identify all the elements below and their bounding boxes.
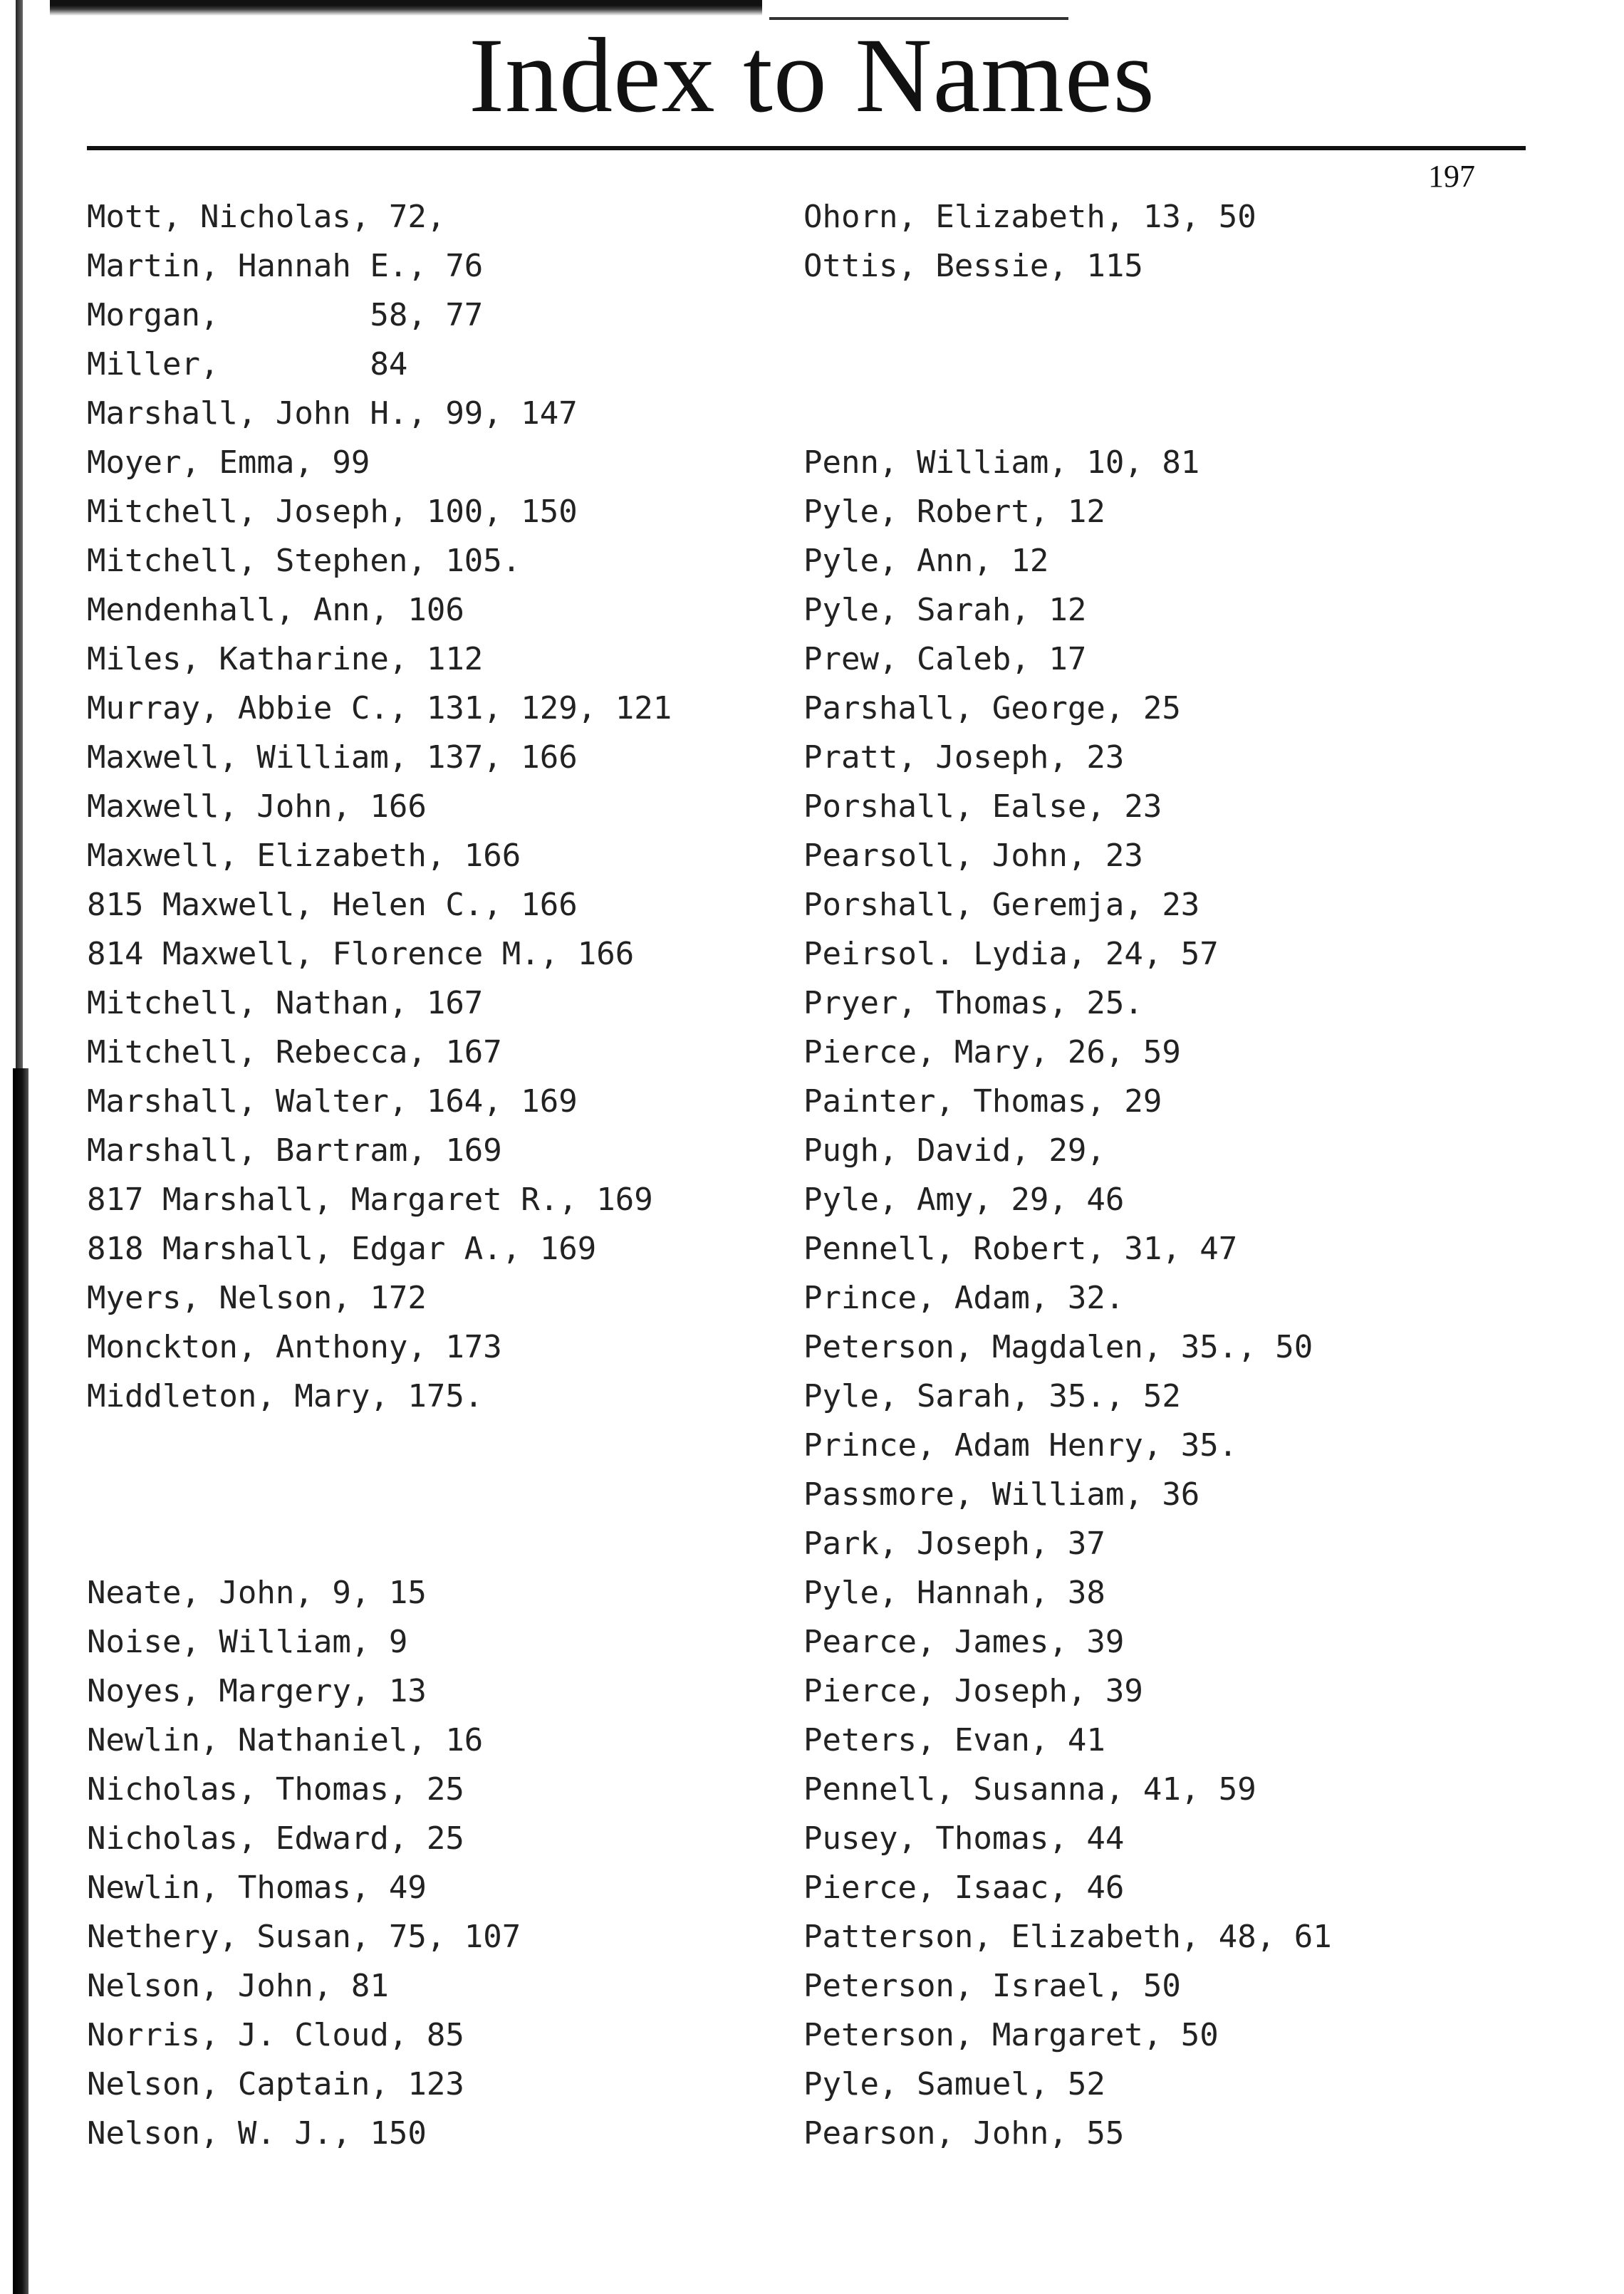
index-entry: Norris, J. Cloud, 85: [87, 2017, 464, 2053]
index-entry: Pierce, Joseph, 39: [803, 1673, 1143, 1709]
index-entry: Pugh, David, 29,: [803, 1132, 1105, 1169]
index-entry: Nelson, W. J., 150: [87, 2115, 427, 2152]
scan-edge-left-lower: [13, 1068, 28, 2294]
index-entry: Porshall, Ealse, 23: [803, 788, 1162, 825]
right-column-index: [803, 192, 1332, 2158]
index-entry: Mitchell, Joseph, 100, 150: [87, 494, 578, 530]
index-entry: Pearson, John, 55: [803, 2115, 1125, 2152]
index-entry: Noyes, Margery, 13: [87, 1673, 427, 1709]
index-entry: Pyle, Sarah, 35., 52: [803, 1378, 1181, 1414]
index-entry: Miles, Katharine, 112: [87, 641, 484, 677]
index-entry: Nelson, John, 81: [87, 1968, 389, 2004]
index-entry: Prince, Adam, 32.: [803, 1280, 1125, 1316]
index-entry: Penn, William, 10, 81: [803, 444, 1200, 481]
index-entry: Maxwell, John, 166: [87, 788, 427, 825]
index-entry: Martin, Hannah E., 76: [87, 248, 484, 284]
index-entry: Patterson, Elizabeth, 48, 61: [803, 1919, 1332, 1955]
index-entry: Murray, Abbie C., 131, 129, 121: [87, 690, 672, 726]
index-entry: Mitchell, Rebecca, 167: [87, 1034, 502, 1070]
title-rule: [87, 146, 1526, 150]
index-entry: Nicholas, Edward, 25: [87, 1820, 464, 1857]
index-entry: Ottis, Bessie, 115: [803, 248, 1143, 284]
index-entry: Moyer, Emma, 99: [87, 444, 370, 481]
blank-line: [803, 340, 1332, 389]
index-entry: Passmore, William, 36: [803, 1476, 1200, 1513]
index-entry: Pratt, Joseph, 23: [803, 739, 1125, 776]
index-entry: Middleton, Mary, 175.: [87, 1378, 484, 1414]
index-entry: Mendenhall, Ann, 106: [87, 592, 464, 628]
index-entry: Pyle, Ann, 12: [803, 543, 1049, 579]
index-entry: Porshall, Geremja, 23: [803, 887, 1200, 923]
index-entry: Painter, Thomas, 29: [803, 1083, 1162, 1120]
index-entry: Maxwell, William, 137, 166: [87, 739, 578, 776]
index-entry: Pyle, Samuel, 52: [803, 2066, 1105, 2102]
scan-edge-top: [50, 0, 762, 16]
index-entry: 815 Maxwell, Helen C., 166: [87, 887, 578, 923]
index-entry: Marshall, Bartram, 169: [87, 1132, 502, 1169]
index-entry: Marshall, John H., 99, 147: [87, 395, 578, 432]
index-entry: Pyle, Robert, 12: [803, 494, 1105, 530]
index-entry: Peterson, Israel, 50: [803, 1968, 1181, 2004]
index-entry: Prince, Adam Henry, 35.: [803, 1427, 1238, 1464]
index-entry: Pennell, Robert, 31, 47: [803, 1231, 1238, 1267]
index-entry: 814 Maxwell, Florence M., 166: [87, 936, 635, 972]
index-entry: Neate, John, 9, 15: [87, 1575, 427, 1611]
index-entry: Monckton, Anthony, 173: [87, 1329, 502, 1365]
index-entry: Miller, 84: [87, 346, 408, 382]
left-column-index: [87, 192, 672, 2158]
blank-line: [803, 291, 1332, 340]
index-entry: Ohorn, Elizabeth, 13, 50: [803, 199, 1256, 235]
index-entry: Pearsoll, John, 23: [803, 838, 1143, 874]
index-entry: Newlin, Thomas, 49: [87, 1870, 427, 1906]
index-entry: Mitchell, Stephen, 105.: [87, 543, 521, 579]
index-entry: Newlin, Nathaniel, 16: [87, 1722, 484, 1758]
index-entry: Prew, Caleb, 17: [803, 641, 1087, 677]
page-number: 197: [1428, 159, 1475, 194]
index-entry: Peterson, Margaret, 50: [803, 2017, 1219, 2053]
index-entry: 818 Marshall, Edgar A., 169: [87, 1231, 597, 1267]
index-entry: Pyle, Hannah, 38: [803, 1575, 1105, 1611]
index-entry: Nelson, Captain, 123: [87, 2066, 464, 2102]
index-entry: Pennell, Susanna, 41, 59: [803, 1771, 1256, 1808]
index-entry: Nethery, Susan, 75, 107: [87, 1919, 521, 1955]
index-entry: Noise, William, 9: [87, 1624, 408, 1660]
blank-line: [87, 1519, 672, 1568]
page-title: Index to Names: [469, 16, 1155, 135]
index-entry: Myers, Nelson, 172: [87, 1280, 427, 1316]
index-entry: Pyle, Amy, 29, 46: [803, 1182, 1125, 1218]
index-entry: Parshall, George, 25: [803, 690, 1181, 726]
index-entry: Peters, Evan, 41: [803, 1722, 1105, 1758]
index-entry: 817 Marshall, Margaret R., 169: [87, 1182, 653, 1218]
index-entry: Maxwell, Elizabeth, 166: [87, 838, 521, 874]
index-entry: Nicholas, Thomas, 25: [87, 1771, 464, 1808]
index-entry: Pyle, Sarah, 12: [803, 592, 1087, 628]
blank-line: [87, 1421, 672, 1470]
index-entry: Mitchell, Nathan, 167: [87, 985, 484, 1021]
index-entry: Peirsol. Lydia, 24, 57: [803, 936, 1219, 972]
index-entry: Mott, Nicholas, 72,: [87, 199, 446, 235]
index-entry: Pierce, Mary, 26, 59: [803, 1034, 1181, 1070]
index-entry: Pusey, Thomas, 44: [803, 1820, 1125, 1857]
scan-edge-left-upper: [16, 0, 23, 1068]
index-entry: Pryer, Thomas, 25.: [803, 985, 1143, 1021]
index-entry: Morgan, 58, 77: [87, 297, 484, 333]
blank-line: [803, 389, 1332, 438]
index-entry: Park, Joseph, 37: [803, 1526, 1105, 1562]
index-entry: Peterson, Magdalen, 35., 50: [803, 1329, 1313, 1365]
index-entry: Pierce, Isaac, 46: [803, 1870, 1125, 1906]
index-entry: Marshall, Walter, 164, 169: [87, 1083, 578, 1120]
index-entry: Pearce, James, 39: [803, 1624, 1125, 1660]
blank-line: [87, 1470, 672, 1519]
